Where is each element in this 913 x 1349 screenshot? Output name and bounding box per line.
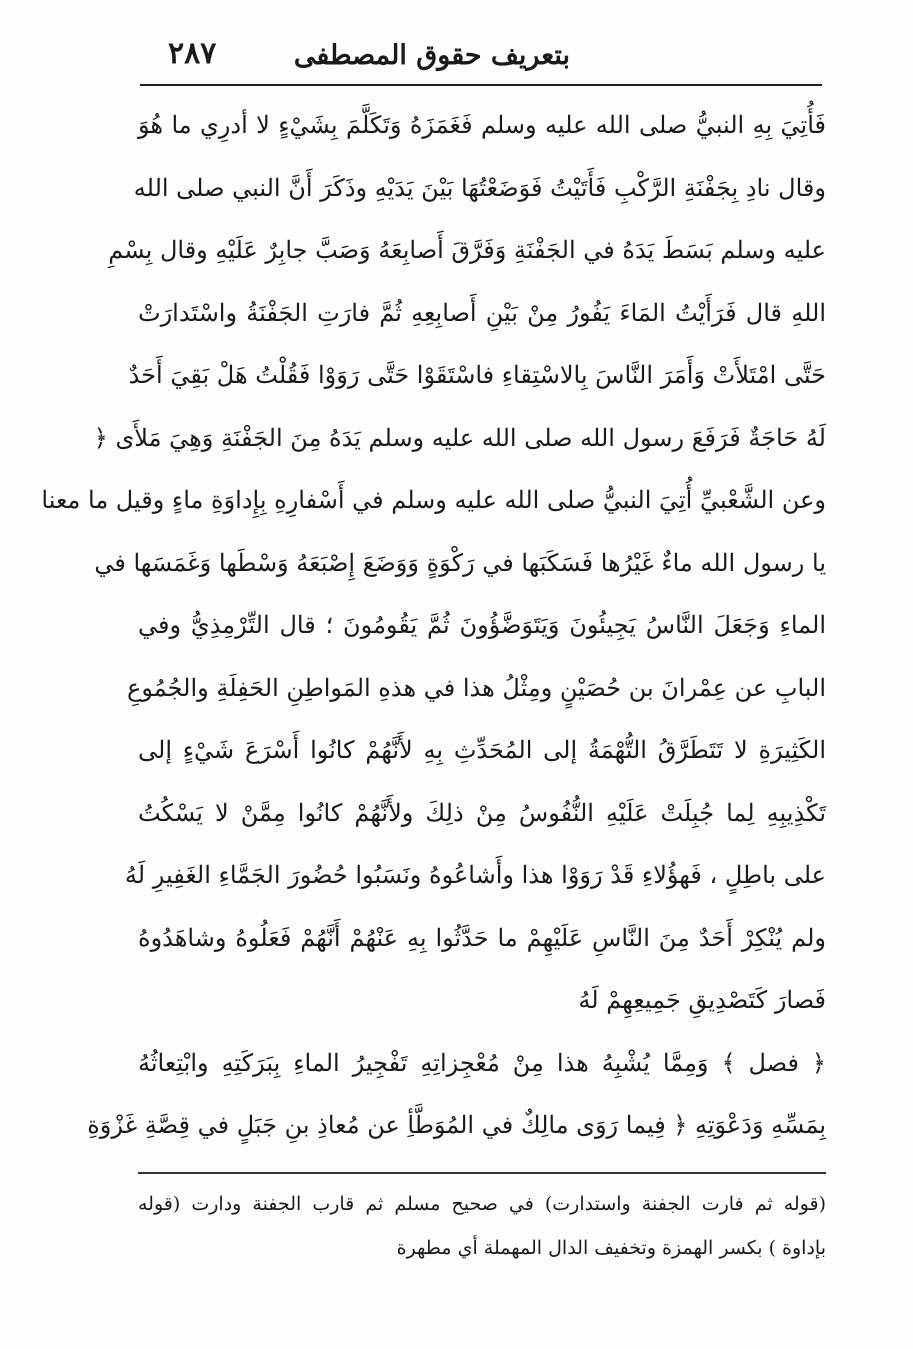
text-line: فَأُتِيَ بِهِ النبيُّ صلى الله عليه وسلم فَغَمَزَهُ وَتَكَلَّمَ بِشَيْءٍ لا أدرِي ما هُوَ [138, 111, 826, 139]
footnote-line: (قوله ثم فارت الجفنة واستدارت) في صحيح مسلم ثم قارب الجفنة ودارت (قوله [138, 1193, 826, 1215]
text-line: تَكْذِيبِهِ لِما جُبِلَتْ عَلَيْهِ النُّفُوسُ مِنْ ذلِكَ ولأَنَّهُمْ كانُوا مِمَّنْ لا يَسْكُتُ [138, 798, 826, 827]
footnotes [138, 1182, 826, 1270]
footnote-rule [138, 1172, 826, 1174]
text-line: عليه وسلم بَسَطَ يَدَهُ في الجَفْنَةِ وَفَرَّقَ أَصابِعَهُ وَصَبَّ جابِرٌ عَلَيْهِ وقال بِسْمِ [108, 236, 826, 264]
text-line: اللهِ قال فَرَأَيْتُ المَاءَ يَفُورُ مِنْ بَيْنِ أَصابِعِهِ ثُمَّ فارَتِ الجَفْنَةُ واسْتَدارَتْ [138, 298, 826, 327]
page-header [140, 36, 820, 80]
text-line: البابِ عن عِمْرانَ بن حُصَيْنٍ ومِثْلُ هذا في هذهِ المَواطِنِ الحَفِلَةِ والجُمُوعِ [127, 673, 826, 702]
header-rule [140, 84, 822, 86]
section-heading-line: ﴿ فصل ﴾ وَمِمَّا يُشْبِهُ هذا مِنْ مُعْجِزاتِهِ تَفْجِيرُ الماءِ بِبَرَكَتِهِ وابْتِعاثُهُ [138, 1048, 826, 1077]
running-title: بتعريف حقوق المصطفى [293, 40, 570, 71]
text-line: لَهُ حَاجَةٌ فَرَفَعَ رسول الله صلى الله عليه وسلم يَدَهُ مِنَ الجَفْنَةِ وَهِيَ مَلأَى ﴿ [93, 423, 826, 452]
text-line: وقال نادِ بِجَفْنَةِ الرَّكْبِ فَأَتَيْتُ فَوَضَعْتُهَا بَيْنَ يَدَيْهِ وذَكَرَ أَنَّ النبي صلى الله [133, 173, 826, 202]
page-number: ٢٨٧ [168, 36, 217, 71]
text-line: بِمَسِّهِ وَدَعْوَتِهِ ﴿ فِيما رَوَى مالِكٌ في المُوَطَّأِ عن مُعاذِ بنِ جَبَلٍ في قِصَّةِ غَزْوَةِ [87, 1111, 826, 1139]
main-text [41, 94, 826, 1157]
text-line: حَتَّى امْتَلأَتْ وَأَمَرَ النَّاسَ بِالاسْتِقاءِ فاسْتَقَوْا حَتَّى رَوَوْا فَقُلْتُ هَلْ بَقِيَ أَحَدٌ [128, 361, 826, 389]
text-line: وعن الشَّعْبيِّ أُتِيَ النبيُّ صلى الله عليه وسلم في أَسْفارِهِ بِإِداوَةِ ماءٍ وقيل ما معنا [41, 486, 826, 514]
footnote-line: بإداوة ) بكسر الهمزة وتخفيف الدال المهملة أي مطهرة [396, 1237, 826, 1259]
text-line: فَصارَ كَتَصْدِيقِ جَمِيعِهِمْ لَهُ [578, 986, 826, 1014]
text-line: الماءِ وَجَعَلَ النَّاسُ يَجِيئُونَ وَيَتَوَضَّؤُونَ ثُمَّ يَقُومُونَ ؛ قال التِّرْمِذِيُّ وفي [138, 611, 826, 639]
text-line: الكَثِيرَةِ لا تَتَطَرَّقُ التُّهْمَةُ إلى المُحَدِّثِ بِهِ لأَنَّهُمْ كانُوا أَسْرَعَ شَيْءٍ إلى [138, 736, 826, 764]
text-line: ولم يُنْكِرْ أَحَدٌ مِنَ النَّاسِ عَلَيْهِمْ ما حَدَّثُوا بِهِ عَنْهُمْ أَنَّهُمْ فَعَلُوهُ وشاهَدُوهُ [138, 923, 826, 952]
text-line: يا رسول الله ماءٌ غَيْرُها فَسَكَبَها في رَكْوَةٍ وَوَضَعَ إِصْبَعَهُ وَسْطَها وَغَمَسَها في [94, 548, 826, 577]
text-line: على باطِلٍ ، فَهؤُلاءِ قَدْ رَوَوْا هذا وأَشاعُوهُ ونَسَبُوا حُضُورَ الجَمَّاءِ الغَفِيرِ لَهُ [124, 861, 826, 889]
